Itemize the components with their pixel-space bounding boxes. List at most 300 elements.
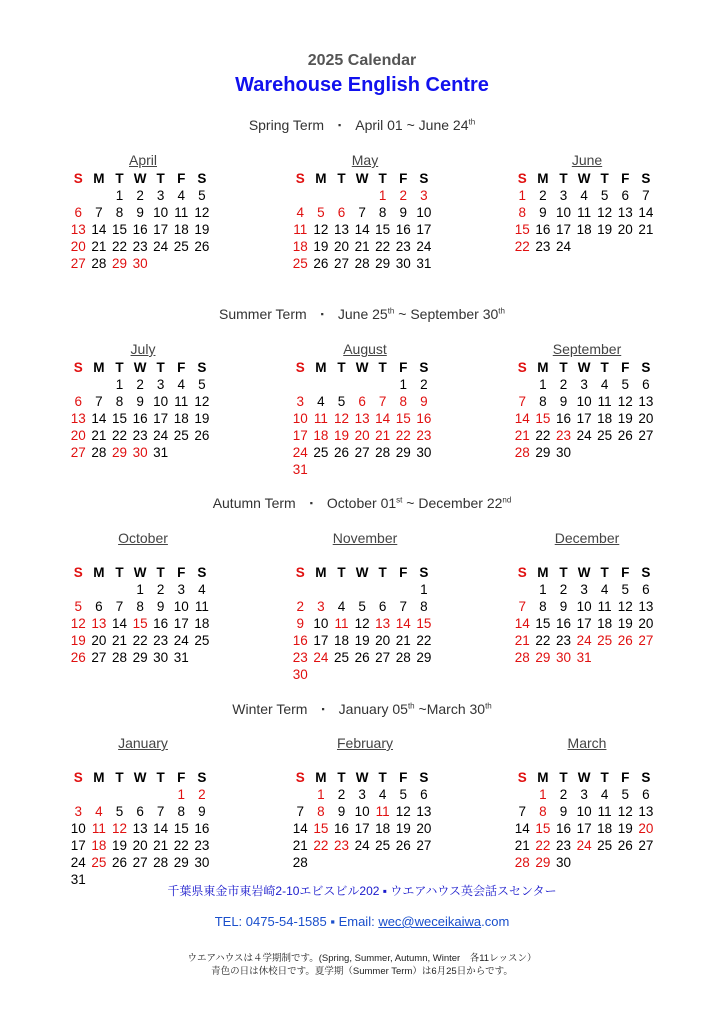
- day-cell: 19: [111, 838, 127, 853]
- day-cell: 21: [514, 428, 530, 443]
- weekday-label: F: [177, 360, 186, 375]
- weekday-label: S: [295, 770, 305, 785]
- day-cell: 15: [111, 411, 127, 426]
- weekday-label: S: [73, 171, 83, 186]
- empty-cell: [109, 581, 130, 598]
- weekday-label: F: [621, 770, 630, 785]
- day-cell: 23: [555, 428, 571, 443]
- day-cell: 23: [416, 428, 432, 443]
- day-cell: 17: [313, 633, 329, 648]
- day-cell: 31: [416, 256, 432, 271]
- day-cell: 9: [420, 394, 428, 409]
- day-cell: 18: [173, 411, 189, 426]
- term-name: Summer Term: [219, 306, 307, 322]
- weekday-label: W: [355, 360, 369, 375]
- day-cell: 13: [375, 616, 391, 631]
- day-cell: 8: [378, 205, 387, 220]
- day-cell: 5: [621, 582, 630, 597]
- day-cell: 7: [95, 205, 103, 220]
- empty-cell: [372, 376, 393, 393]
- day-cell: 4: [177, 188, 186, 203]
- day-cell: 16: [132, 222, 148, 237]
- day-cell: 30: [555, 650, 571, 665]
- empty-cell: [393, 581, 414, 598]
- day-cell: 27: [638, 838, 654, 853]
- day-cell: 7: [358, 205, 366, 220]
- day-cell: 5: [115, 804, 124, 819]
- day-cell: 13: [354, 411, 370, 426]
- day-cell: 25: [597, 428, 613, 443]
- month-february: [290, 735, 440, 871]
- day-cell: 9: [559, 599, 568, 614]
- day-cell: 15: [535, 616, 551, 631]
- weekday-label: S: [197, 565, 207, 580]
- day-cell: 26: [617, 428, 633, 443]
- day-cell: 18: [292, 239, 308, 254]
- month-july: [68, 341, 218, 461]
- day-cell: 12: [194, 394, 210, 409]
- term-bullet: ▪: [338, 120, 342, 130]
- day-cell: 22: [111, 239, 127, 254]
- weekday-label: T: [600, 565, 609, 580]
- weekday-label: T: [337, 171, 346, 186]
- empty-cell: [352, 376, 373, 393]
- month-november: [290, 530, 440, 683]
- weekday-label: T: [156, 565, 165, 580]
- weekday-label: T: [559, 565, 568, 580]
- day-cell: 17: [576, 616, 592, 631]
- day-cell: 24: [576, 633, 592, 648]
- tel-text: TEL: 0475-54-1585 ▪ Email:: [214, 914, 379, 929]
- day-cell: 24: [313, 650, 329, 665]
- day-cell: 9: [198, 804, 206, 819]
- weekday-label: W: [133, 565, 147, 580]
- day-cell: 29: [395, 445, 411, 460]
- day-cell: 2: [136, 188, 144, 203]
- day-cell: 24: [70, 855, 86, 870]
- weekday-label: M: [315, 565, 327, 580]
- weekday-label: F: [177, 565, 186, 580]
- term-winter: [0, 701, 724, 717]
- day-cell: 6: [74, 205, 83, 220]
- day-cell: 15: [375, 222, 391, 237]
- empty-cell: [89, 581, 110, 598]
- day-cell: 24: [416, 239, 432, 254]
- day-cell: 17: [416, 222, 432, 237]
- term-name: Winter Term: [232, 701, 308, 717]
- day-cell: 21: [153, 838, 169, 853]
- term-sep: ~: [402, 117, 419, 133]
- day-cell: 18: [333, 633, 349, 648]
- day-cell: 21: [111, 633, 127, 648]
- weekday-label: S: [517, 565, 527, 580]
- empty-cell: [512, 376, 533, 393]
- day-cell: 30: [132, 256, 148, 271]
- day-cell: 8: [115, 205, 124, 220]
- day-cell: 30: [132, 445, 148, 460]
- weekday-label: T: [337, 360, 346, 375]
- empty-cell: [290, 581, 311, 598]
- day-cell: 28: [91, 256, 107, 271]
- term-sep: ~: [414, 701, 427, 717]
- day-cell: 11: [597, 394, 612, 409]
- month-march: [512, 735, 662, 871]
- month-grid: [512, 564, 662, 666]
- day-cell: 13: [333, 222, 349, 237]
- day-cell: 13: [638, 394, 654, 409]
- day-cell: 5: [317, 205, 325, 220]
- empty-cell: [311, 187, 332, 204]
- month-grid: [512, 359, 662, 461]
- day-cell: 11: [194, 599, 209, 614]
- day-cell: 29: [173, 855, 189, 870]
- day-cell: 11: [293, 222, 308, 237]
- day-cell: 23: [535, 239, 551, 254]
- day-cell: 15: [111, 222, 127, 237]
- day-cell: 5: [600, 188, 609, 203]
- day-cell: 20: [638, 411, 654, 426]
- day-cell: 23: [395, 239, 411, 254]
- day-cell: 1: [539, 787, 547, 802]
- weekday-label: W: [133, 171, 147, 186]
- day-cell: 18: [597, 616, 613, 631]
- day-cell: 6: [642, 582, 650, 597]
- day-cell: 24: [555, 239, 571, 254]
- day-cell: 19: [617, 616, 633, 631]
- day-cell: 16: [416, 411, 432, 426]
- weekday-label: F: [177, 171, 186, 186]
- email-link[interactable]: wec@weceikaiwa: [378, 914, 482, 929]
- weekday-label: M: [315, 360, 327, 375]
- day-cell: 24: [173, 633, 189, 648]
- day-cell: 17: [153, 411, 169, 426]
- empty-cell: [512, 581, 533, 598]
- day-cell: 8: [539, 394, 547, 409]
- day-cell: 2: [136, 377, 144, 392]
- day-cell: 14: [514, 821, 530, 836]
- term-end-sup: th: [485, 701, 492, 711]
- day-cell: 2: [198, 787, 206, 802]
- day-cell: 14: [292, 821, 308, 836]
- day-cell: 21: [514, 633, 530, 648]
- day-cell: 9: [539, 205, 547, 220]
- month-grid: [68, 769, 218, 888]
- day-cell: 20: [416, 821, 432, 836]
- day-cell: 31: [70, 872, 86, 887]
- day-cell: 20: [70, 239, 86, 254]
- day-cell: 22: [514, 239, 530, 254]
- day-cell: 6: [378, 599, 387, 614]
- day-cell: 13: [132, 821, 148, 836]
- day-cell: 18: [173, 222, 189, 237]
- weekday-label: M: [537, 565, 549, 580]
- term-bullet: ▪: [309, 498, 313, 508]
- day-cell: 16: [153, 616, 169, 631]
- email-domain: .com: [481, 914, 510, 929]
- empty-cell: [352, 187, 373, 204]
- month-grid: [68, 564, 218, 666]
- day-cell: 19: [617, 411, 633, 426]
- day-cell: 17: [576, 411, 592, 426]
- month-grid: [290, 170, 440, 272]
- weekday-label: W: [355, 565, 369, 580]
- weekday-label: S: [641, 565, 651, 580]
- weekday-label: T: [600, 770, 609, 785]
- day-cell: 26: [354, 650, 370, 665]
- term-start: June 25: [337, 306, 388, 322]
- day-cell: 23: [132, 428, 148, 443]
- day-cell: 6: [358, 394, 366, 409]
- month-grid: [290, 564, 440, 683]
- day-cell: 30: [555, 855, 571, 870]
- day-cell: 22: [535, 633, 551, 648]
- day-cell: 23: [555, 633, 571, 648]
- day-cell: 8: [539, 599, 547, 614]
- day-cell: 4: [95, 804, 103, 819]
- day-cell: 1: [399, 377, 408, 392]
- day-cell: 15: [395, 411, 411, 426]
- day-cell: 17: [153, 222, 169, 237]
- day-cell: 16: [555, 821, 571, 836]
- term-start: October 01: [326, 495, 397, 511]
- day-cell: 16: [395, 222, 411, 237]
- day-cell: 11: [597, 804, 612, 819]
- month-october: [68, 530, 218, 666]
- day-cell: 26: [617, 838, 633, 853]
- day-cell: 1: [539, 377, 547, 392]
- weekday-label: W: [133, 360, 147, 375]
- month-august: [290, 341, 440, 478]
- day-cell: 24: [354, 838, 370, 853]
- day-cell: 7: [399, 599, 408, 614]
- day-cell: 9: [559, 394, 568, 409]
- day-cell: 15: [132, 616, 148, 631]
- day-cell: 10: [354, 804, 370, 819]
- day-cell: 3: [559, 188, 568, 203]
- day-cell: 16: [194, 821, 210, 836]
- day-cell: 7: [518, 599, 527, 614]
- day-cell: 4: [600, 787, 609, 802]
- weekday-label: F: [399, 565, 408, 580]
- empty-cell: [109, 786, 130, 803]
- day-cell: 29: [375, 256, 391, 271]
- weekday-label: F: [177, 770, 186, 785]
- month-name: August: [343, 341, 387, 357]
- day-cell: 29: [416, 650, 432, 665]
- day-cell: 15: [313, 821, 329, 836]
- day-cell: 18: [194, 616, 210, 631]
- weekday-label: S: [419, 171, 429, 186]
- empty-cell: [331, 376, 352, 393]
- day-cell: 15: [416, 616, 432, 631]
- weekday-label: S: [517, 770, 527, 785]
- day-cell: 28: [514, 445, 530, 460]
- day-cell: 22: [111, 428, 127, 443]
- day-cell: 8: [539, 804, 547, 819]
- day-cell: 16: [292, 633, 308, 648]
- weekday-label: S: [197, 360, 207, 375]
- day-cell: 30: [292, 667, 308, 682]
- day-cell: 30: [194, 855, 210, 870]
- day-cell: 16: [555, 616, 571, 631]
- day-cell: 8: [136, 599, 144, 614]
- day-cell: 5: [198, 377, 206, 392]
- day-cell: 26: [194, 239, 210, 254]
- day-cell: 12: [617, 394, 633, 409]
- day-cell: 18: [576, 222, 592, 237]
- day-cell: 21: [395, 633, 411, 648]
- weekday-label: S: [295, 360, 305, 375]
- weekday-label: W: [577, 770, 591, 785]
- day-cell: 16: [132, 411, 148, 426]
- day-cell: 24: [153, 428, 169, 443]
- day-cell: 24: [576, 838, 592, 853]
- day-cell: 3: [177, 582, 186, 597]
- day-cell: 13: [617, 205, 633, 220]
- empty-cell: [68, 376, 89, 393]
- day-cell: 8: [420, 599, 428, 614]
- weekday-label: S: [73, 565, 83, 580]
- day-cell: 29: [132, 650, 148, 665]
- day-cell: 3: [358, 787, 366, 802]
- day-cell: 5: [621, 787, 630, 802]
- day-cell: 10: [292, 411, 308, 426]
- day-cell: 7: [642, 188, 650, 203]
- day-cell: 25: [91, 855, 107, 870]
- day-cell: 20: [333, 239, 349, 254]
- day-cell: 11: [91, 821, 106, 836]
- day-cell: 22: [313, 838, 329, 853]
- day-cell: 9: [337, 804, 346, 819]
- day-cell: 31: [153, 445, 169, 460]
- day-cell: 21: [354, 239, 370, 254]
- month-december: [512, 530, 662, 666]
- day-cell: 26: [313, 256, 329, 271]
- day-cell: 14: [375, 411, 391, 426]
- day-cell: 30: [153, 650, 169, 665]
- day-cell: 13: [91, 616, 107, 631]
- day-cell: 29: [535, 445, 551, 460]
- day-cell: 7: [115, 599, 124, 614]
- day-cell: 19: [313, 239, 329, 254]
- day-cell: 20: [375, 633, 391, 648]
- weekday-label: F: [621, 171, 630, 186]
- weekday-label: T: [559, 360, 568, 375]
- day-cell: 19: [597, 222, 613, 237]
- day-cell: 25: [597, 633, 613, 648]
- day-cell: 6: [642, 377, 650, 392]
- day-cell: 6: [95, 599, 103, 614]
- weekday-label: S: [641, 770, 651, 785]
- day-cell: 12: [313, 222, 329, 237]
- day-cell: 4: [600, 582, 609, 597]
- day-cell: 25: [597, 838, 613, 853]
- day-cell: 15: [514, 222, 530, 237]
- term-start-sup: th: [387, 306, 395, 316]
- day-cell: 9: [136, 205, 144, 220]
- day-cell: 7: [95, 394, 103, 409]
- day-cell: 29: [111, 445, 127, 460]
- term-start: April 01: [355, 117, 403, 133]
- day-cell: 25: [173, 428, 189, 443]
- weekday-label: S: [73, 770, 83, 785]
- weekday-label: T: [115, 565, 124, 580]
- weekday-label: W: [577, 565, 591, 580]
- weekday-label: F: [621, 360, 630, 375]
- day-cell: 13: [70, 411, 86, 426]
- empty-cell: [89, 786, 110, 803]
- weekday-label: W: [355, 770, 369, 785]
- month-june: [512, 152, 662, 255]
- month-name: June: [571, 152, 603, 168]
- day-cell: 28: [91, 445, 107, 460]
- weekday-label: M: [537, 171, 549, 186]
- weekday-label: T: [600, 360, 609, 375]
- day-cell: 15: [173, 821, 189, 836]
- empty-cell: [372, 581, 393, 598]
- day-cell: 3: [156, 188, 165, 203]
- month-name: February: [336, 735, 394, 751]
- day-cell: 23: [153, 633, 169, 648]
- empty-cell: [130, 786, 151, 803]
- day-cell: 29: [535, 650, 551, 665]
- day-cell: 26: [333, 445, 349, 460]
- day-cell: 4: [580, 188, 588, 203]
- day-cell: 13: [70, 222, 86, 237]
- day-cell: 28: [395, 650, 411, 665]
- day-cell: 20: [132, 838, 148, 853]
- day-cell: 25: [375, 838, 391, 853]
- day-cell: 12: [333, 411, 349, 426]
- day-cell: 1: [115, 188, 124, 203]
- day-cell: 20: [91, 633, 107, 648]
- day-cell: 6: [74, 394, 83, 409]
- day-cell: 26: [111, 855, 127, 870]
- weekday-label: T: [115, 171, 124, 186]
- day-cell: 28: [514, 650, 530, 665]
- weekday-label: F: [399, 360, 408, 375]
- day-cell: 28: [514, 855, 530, 870]
- weekday-label: S: [73, 360, 83, 375]
- day-cell: 12: [70, 616, 86, 631]
- weekday-label: M: [315, 770, 327, 785]
- footer-contact: [0, 914, 724, 929]
- day-cell: 26: [617, 633, 633, 648]
- day-cell: 17: [576, 821, 592, 836]
- empty-cell: [68, 187, 89, 204]
- day-cell: 27: [375, 650, 391, 665]
- day-cell: 31: [576, 650, 592, 665]
- day-cell: 16: [555, 411, 571, 426]
- day-cell: 11: [577, 205, 592, 220]
- day-cell: 10: [153, 394, 169, 409]
- day-cell: 2: [559, 377, 568, 392]
- day-cell: 26: [395, 838, 411, 853]
- day-cell: 9: [156, 599, 165, 614]
- day-cell: 2: [337, 787, 346, 802]
- day-cell: 11: [313, 411, 328, 426]
- term-end-sup: th: [468, 117, 476, 127]
- day-cell: 2: [399, 188, 408, 203]
- day-cell: 11: [174, 394, 189, 409]
- weekday-label: T: [378, 171, 387, 186]
- day-cell: 1: [177, 787, 186, 802]
- day-cell: 23: [333, 838, 349, 853]
- day-cell: 4: [337, 599, 346, 614]
- term-name: Autumn Term: [212, 495, 296, 511]
- day-cell: 25: [194, 633, 210, 648]
- day-cell: 10: [313, 616, 329, 631]
